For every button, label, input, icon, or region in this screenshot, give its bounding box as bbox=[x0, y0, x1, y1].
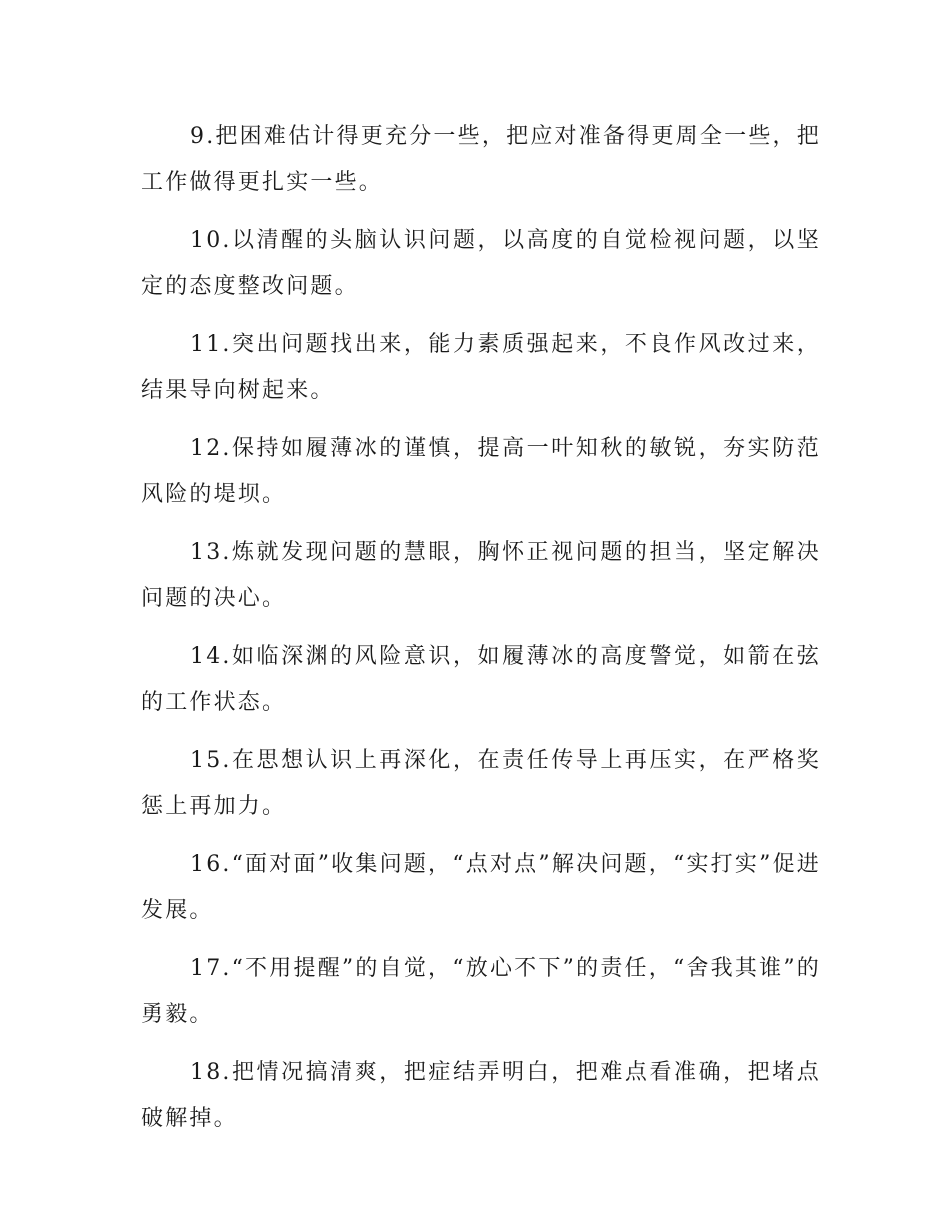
document-body bbox=[141, 114, 821, 1154]
paragraph-11: 11.突出问题找出来，能力素质强起来，不良作风改过来，结果导向树起来。 bbox=[141, 332, 821, 403]
paragraph-10: 10.以清醒的头脑认识问题，以高度的自觉检视问题，以坚定的态度整改问题。 bbox=[141, 228, 821, 299]
paragraph-14: 14.如临深渊的风险意识，如履薄冰的高度警觉，如箭在弦的工作状态。 bbox=[141, 644, 821, 715]
paragraph-13: 13.炼就发现问题的慧眼，胸怀正视问题的担当，坚定解决问题的决心。 bbox=[141, 540, 821, 611]
paragraph-18: 18.把情况搞清爽，把症结弄明白，把难点看准确，把堵点破解掉。 bbox=[141, 1060, 821, 1131]
paragraph-9: 9.把困难估计得更充分一些，把应对准备得更周全一些，把工作做得更扎实一些。 bbox=[141, 124, 821, 195]
paragraph-12: 12.保持如履薄冰的谨慎，提高一叶知秋的敏锐，夯实防范风险的堤坝。 bbox=[141, 436, 821, 507]
paragraph-16: 16.“面对面”收集问题，“点对点”解决问题，“实打实”促进发展。 bbox=[141, 852, 821, 923]
paragraph-15: 15.在思想认识上再深化，在责任传导上再压实，在严格奖惩上再加力。 bbox=[141, 748, 821, 819]
paragraph-17: 17.“不用提醒”的自觉，“放心不下”的责任，“舍我其谁”的勇毅。 bbox=[141, 956, 821, 1027]
